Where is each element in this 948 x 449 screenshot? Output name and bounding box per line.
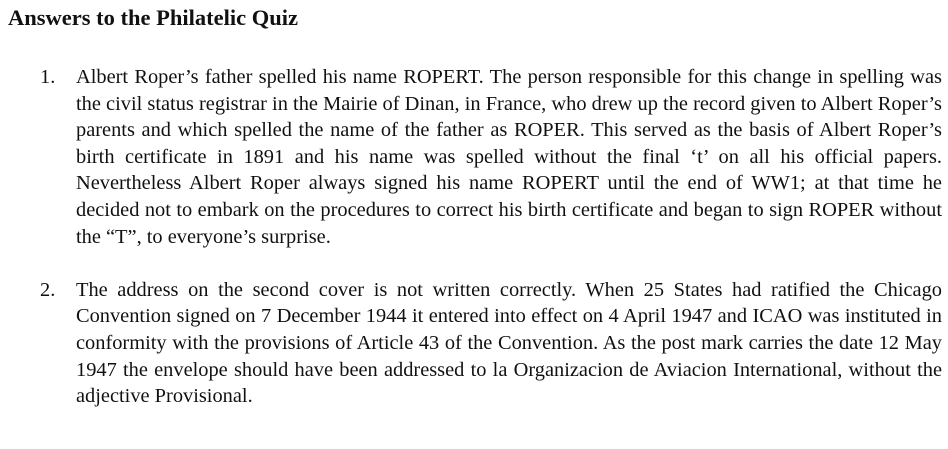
answer-item <box>0 64 942 250</box>
page-title: Answers to the Philatelic Quiz <box>8 5 298 30</box>
answer-item <box>0 277 942 410</box>
answer-number: 1. <box>40 66 56 88</box>
answer-number: 2. <box>40 278 56 301</box>
answer-list <box>0 64 948 410</box>
answer-text: Albert Roper’s father spelled his name ROPERT. The person responsible for this change in spelling was the civil status registrar in the Mairie of Dinan, in France, who drew up the record given to Albert Roper’s parents and which spelled the name of the father as ROPER. This served as the basis of Albert Roper’s birth certificate in 1891 and his name was spelled without the final ‘t’ on all his official papers. Nevertheless Albert Roper always signed his name ROPERT until the end of WW1; at that time he decided not to embark on the procedures to correct his birth certificate and began to sign ROPER without the “T”, to everyone’s surprise. <box>76 66 942 248</box>
answer-text: The address on the second cover is not written correctly. When 25 States had ratified the Chicago Convention signed on 7 December 1944 it entered into effect on 4 April 1947 and ICAO was instituted in conformity with the provisions of Article 43 of the Convention. As the post mark carries the date 12 May 1947 the envelope should have been addressed to la Organizacion de Aviacion International, without the adjective Provisional. <box>76 278 942 408</box>
